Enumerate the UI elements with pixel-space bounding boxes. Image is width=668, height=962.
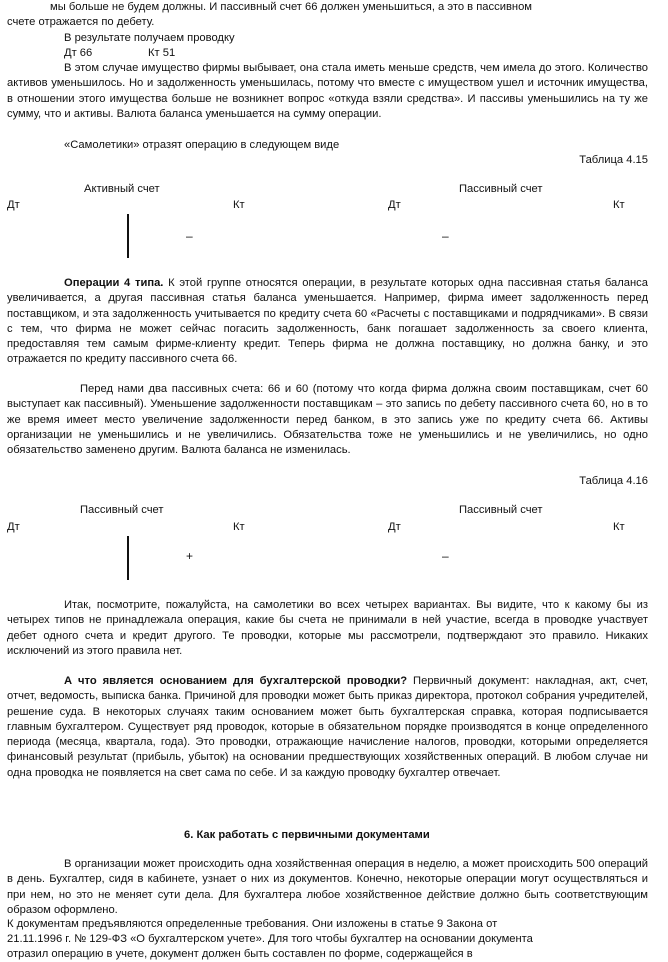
t-account-divider xyxy=(127,536,129,580)
paragraph: Итак, посмотрите, пожалуйста, на самолетики во всех четырех вариантах. Вы видите, что к какому бы из четырех типов не принадлежала операция, какие бы счета не принимали в ней участие, всегда в проводке участвует дебет одного счета и кредит другого. Те проводки, которые мы рассмотрели, подтверждают это правило. Никаких исключений из этого правила нет. xyxy=(7,599,648,657)
bold-lead: Операции 4 типа. xyxy=(64,277,164,289)
debit-label: Дт xyxy=(388,199,401,211)
text-line: «Самолетики» отразят операцию в следующем виде xyxy=(64,139,340,151)
account-title: Пассивный счет xyxy=(459,183,543,195)
change-sign: – xyxy=(186,229,193,243)
credit-label: Кт xyxy=(613,521,625,533)
paragraph: В этом случае имущество фирмы выбывает, она стала иметь меньше средств, чем имела до этого. Количество активов уменьшилось. Но и задолженность уменьшилась, потому что вместе с имуществом ушел и источник имущества, в отношении этого имущества больше не возникнет вопрос «откуда взяли средства». И пассивы уменьшились на ту же сумму, что и активы. Валюта баланса уменьшается на сумму операции. xyxy=(7,62,648,120)
table-caption: Таблица 4.15 xyxy=(579,154,648,166)
account-title: Активный счет xyxy=(84,183,160,195)
debit-label: Дт xyxy=(7,199,20,211)
posting-credit: Кт 51 xyxy=(148,47,176,59)
text-line: отразил операцию в учете, документ должен быть составлен по форме, содержащейся в xyxy=(7,948,473,960)
bold-lead: А что является основанием для бухгалтерской проводки? xyxy=(64,675,408,687)
account-title: Пассивный счет xyxy=(80,504,164,516)
paragraph-body: К этой группе относятся операции, в результате которых одна пассивная статья баланса увеличивается, а другая пассивная статья баланса уменьшается. Например, фирма имеет задолженность перед поставщиком, и эта задолженность учитывается по кредиту счета 60 «Расчеты с поставщиками и подрядчиками». В связи с тем, что фирма не может сейчас погасить задолженность, банк погашает задолженность за своего клиента, предоставляя тем самым фирме-клиенту кредит. Теперь фирма не должна поставщику, но должна банку, и это отражается по кредиту пассивного счета 66. xyxy=(7,277,648,366)
credit-label: Кт xyxy=(233,199,245,211)
section-heading: 6. Как работать с первичными документами xyxy=(184,829,430,841)
t-account-divider xyxy=(127,214,129,258)
change-sign: + xyxy=(186,549,194,563)
paragraph xyxy=(7,276,648,368)
paragraph: Перед нами два пассивных счета: 66 и 60 (потому что когда фирма должна своим поставщикам, счет 60 выступает как пассивный). Уменьшение задолженности поставщикам – это запись по дебету пассивного счета 60, но в то же время имеет место увеличение задолженности перед банком, в это запись уже по кредиту счета 66. Активы организации не уменьшились и не увеличились. Обязательства тоже не уменьшились и не увеличились, но одно обязательство заменено другим. Валюта баланса не изменилась. xyxy=(7,383,648,457)
change-sign: – xyxy=(442,549,449,563)
paragraph xyxy=(7,674,648,781)
text-line: К документам предъявляются определенные требования. Они изложены в статье 9 Закона от xyxy=(7,918,498,930)
posting-debit: Дт 66 xyxy=(64,47,93,59)
debit-label: Дт xyxy=(388,521,401,533)
credit-label: Кт xyxy=(613,199,625,211)
paragraph: В организации может происходить одна хозяйственная операция в неделю, а может происходить 500 операций в день. Бухгалтер, сидя в кабинете, узнает о них из документов. Конечно, некоторые операции могут осуществляться и при нем, но это не меняет сути дела. Для бухгалтера любое хозяйственное действие должно быть соответствующим образом оформлено. xyxy=(7,858,648,916)
text-line: В результате получаем проводку xyxy=(64,32,235,44)
credit-label: Кт xyxy=(233,521,245,533)
text-line: счете отражается по дебету. xyxy=(7,16,155,28)
account-title: Пассивный счет xyxy=(459,504,543,516)
debit-label: Дт xyxy=(7,521,20,533)
text-line: 21.11.1996 г. № 129-ФЗ «О бухгалтерском учете». Для того чтобы бухгалтер на основании документа xyxy=(7,933,533,945)
change-sign: – xyxy=(442,229,449,243)
text-line: мы больше не будем должны. И пассивный счет 66 должен уменьшиться, а это в пассивном xyxy=(50,1,532,13)
paragraph-body: Первичный документ: накладная, акт, счет, отчет, ведомость, выписка банка. Причиной для проводки может быть приказ директора, протокол собрания учредителей, решение суда. В некоторых случаях таким основанием может быть бухгалтерская справка, которая подписывается главным бухгалтером. Существует ряд проводок, которые в обязательном порядке производятся в конце определенного периода (месяца, квартала, года). Это проводки, отражающие начисление налогов, проводки, которыми определяется финансовый результат (прибыль, убыток) на основании предшествующих хозяйственных операций. В любом случае ни одна проводка не появляется на свет сама по себе. И за каждую проводку бухгалтер отвечает. xyxy=(7,675,648,779)
table-caption: Таблица 4.16 xyxy=(579,475,648,487)
